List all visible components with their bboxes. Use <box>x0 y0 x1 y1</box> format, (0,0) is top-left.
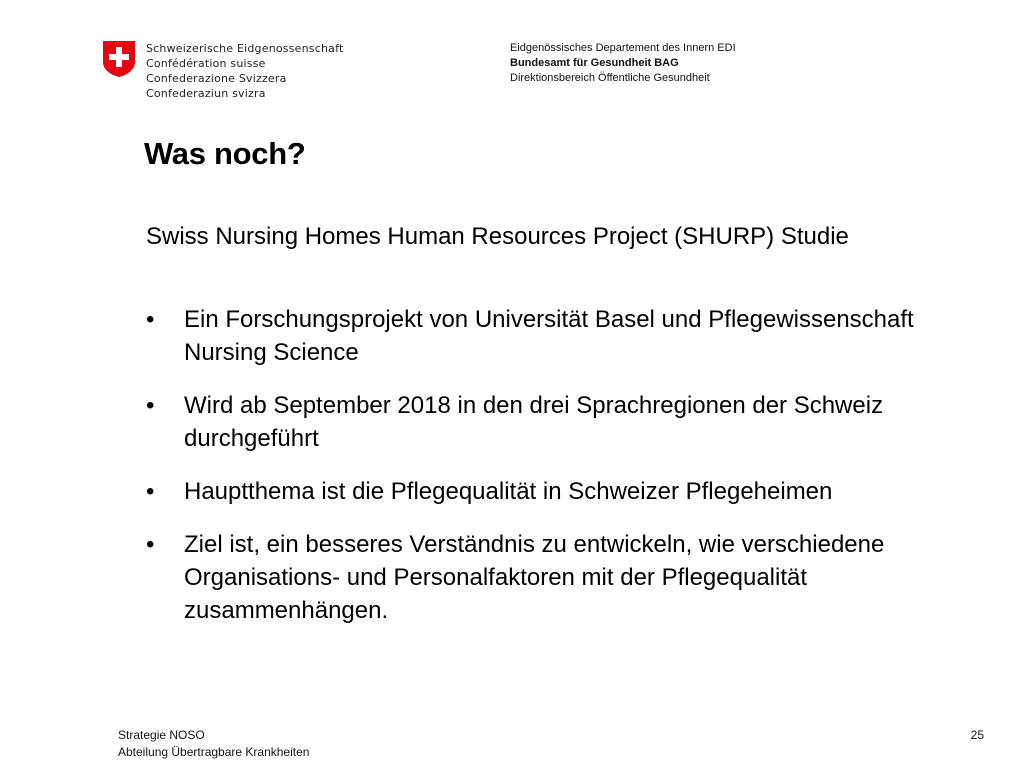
footer-presentation-title: Strategie NOSO <box>118 728 205 742</box>
confederation-name-de: Schweizerische Eidgenossenschaft <box>146 42 344 55</box>
bullet-item <box>146 303 946 369</box>
confederation-name-it: Confederazione Svizzera <box>146 72 287 85</box>
bullet-item <box>146 389 946 455</box>
swiss-cross-icon <box>102 40 136 78</box>
confederation-logo <box>102 40 342 104</box>
bullet-icon: • <box>146 478 155 505</box>
confederation-names <box>146 41 343 101</box>
division-name: Direktionsbereich Öffentliche Gesundheit <box>510 72 710 84</box>
confederation-name-fr: Confédération suisse <box>146 57 266 70</box>
office-name: Bundesamt für Gesundheit BAG <box>510 57 679 69</box>
bullet-icon: • <box>146 306 155 333</box>
department-name: Eidgenössisches Departement des Innern EDI <box>510 42 736 54</box>
page-number: 25 <box>970 728 984 742</box>
slide-title: Was noch? <box>144 136 306 171</box>
bullet-item <box>146 475 946 508</box>
footer-info <box>118 727 309 761</box>
bullet-text: Wird ab September 2018 in den drei Sprachregionen der Schweiz durchgeführt <box>184 392 884 452</box>
bullet-item <box>146 528 946 627</box>
footer-department: Abteilung Übertragbare Krankheiten <box>118 745 310 759</box>
department-info <box>510 41 736 86</box>
bullet-text: Ziel ist, ein besseres Verständnis zu entwickeln, wie verschiedene Organisations- und Personalfaktoren mit der Pflegequalität zusammenhängen. <box>184 531 885 624</box>
intro-text: Swiss Nursing Homes Human Resources Project (SHURP) Studie <box>146 223 849 250</box>
bullet-list <box>146 303 946 647</box>
bullet-icon: • <box>146 392 155 419</box>
bullet-text: Hauptthema ist die Pflegequalität in Schweizer Pflegeheimen <box>184 478 833 505</box>
bullet-icon: • <box>146 531 155 558</box>
bullet-text: Ein Forschungsprojekt von Universität Basel und Pflegewissenschaft Nursing Science <box>184 306 914 366</box>
confederation-name-rm: Confederaziun svizra <box>146 87 266 100</box>
